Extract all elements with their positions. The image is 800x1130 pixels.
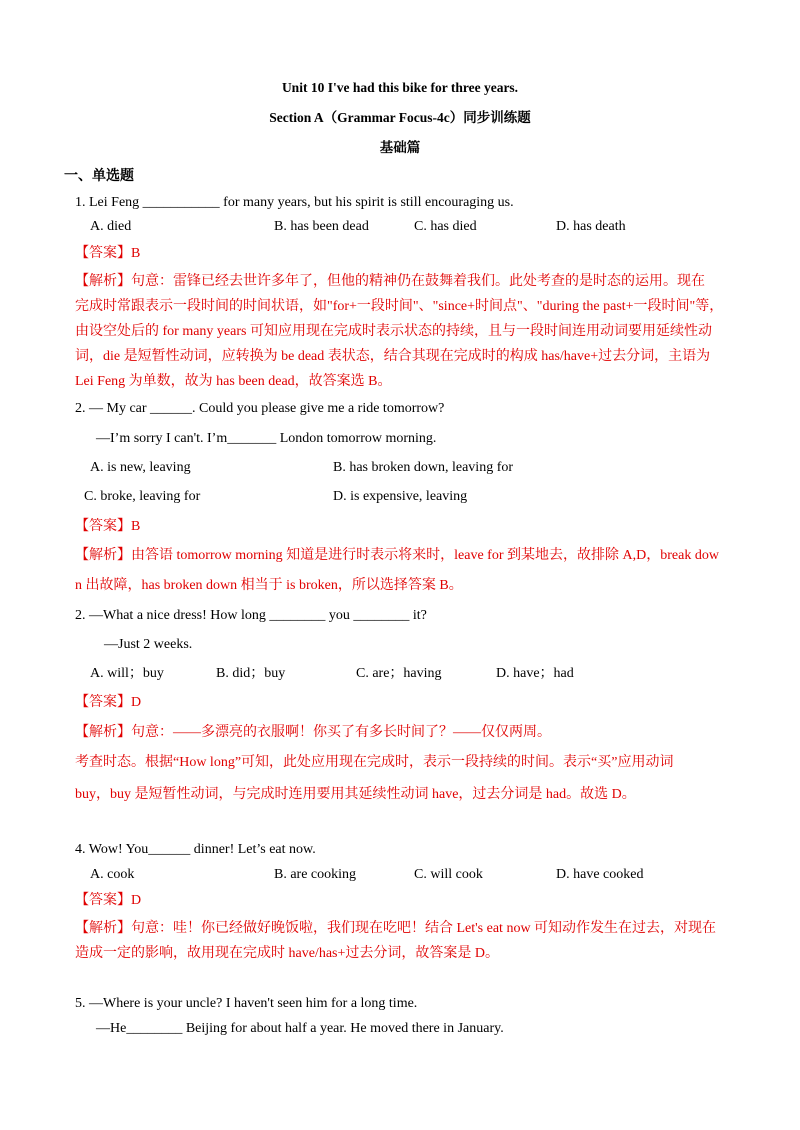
q1-option-d: D. has death (556, 219, 626, 234)
q4-analysis-line: 造成一定的影响，故用现在完成时 have/has+过去分词，故答案是 D。 (75, 946, 499, 961)
q4-line1: 4. Wow! You______ dinner! Let’s eat now. (75, 842, 316, 857)
q1-option-b: B. has been dead (274, 219, 369, 234)
q4-analysis-line: 【解析】句意：哇！你已经做好晚饭啦，我们现在吃吧！结合 Let's eat now 可知动作发生在过去，对现在 (75, 921, 717, 936)
q1-analysis-line: 完成时常跟表示一段时间的时间状语，如"for+一段时间"、"since+时间点"、"during the past+一段时间"等， (75, 299, 724, 314)
q2-line1: 2. — My car ______. Could you please give me a ride tomorrow? (75, 401, 445, 416)
q3-option-a: A. will；buy (90, 666, 164, 681)
q3-analysis-line: 【解析】句意：——多漂亮的衣服啊！你买了有多长时间了？——仅仅两周。 (75, 725, 551, 740)
q2-answer: 【答案】B (75, 519, 141, 534)
q5-line2: —He________ Beijing for about half a year. He moved there in January. (96, 1021, 504, 1036)
q1-answer: 【答案】B (75, 246, 141, 261)
section-heading: 一、单选题 (64, 169, 134, 184)
q4-option-a: A. cook (90, 867, 135, 882)
q2-option-a: A. is new, leaving (90, 460, 191, 475)
q3-option-b: B. did；buy (216, 666, 286, 681)
q1-analysis-line: 【解析】句意：雷锋已经去世许多年了，但他的精神仍在鼓舞着我们。此处考查的是时态的运用。现在 (75, 274, 705, 289)
q1-analysis-line: 由设空处后的 for many years 可知应用现在完成时表示状态的持续，且与一段时间连用动词要用延续性动 (75, 324, 712, 339)
q4-option-d: D. have cooked (556, 867, 644, 882)
q4-option-b: B. are cooking (274, 867, 357, 882)
q5-line1: 5. —Where is your uncle? I haven't seen him for a long time. (75, 996, 418, 1011)
page-title: Unit 10 I've had this bike for three years. (281, 80, 519, 95)
q3-line2: —Just 2 weeks. (104, 637, 193, 652)
q1-stem-pre: 1. Lei Feng (75, 195, 143, 210)
q2-option-b: B. has broken down, leaving for (333, 460, 514, 475)
q3-option-d: D. have；had (496, 666, 574, 681)
q2-analysis-line: n 出故障，has broken down 相当于 is broken，所以选择答案 B。 (75, 578, 463, 593)
q1-analysis-line: 词，die 是短暂性动词，应转换为 be dead 表状态，结合其现在完成时的构成 has/have+过去分词，主语为 (75, 349, 711, 364)
q3-answer: 【答案】D (75, 695, 142, 710)
q2-option-d: D. is expensive, leaving (333, 489, 468, 504)
page-subtitle: Section A（Grammar Focus-4c）同步训练题 (269, 110, 531, 125)
q3-option-c: C. are；having (356, 666, 442, 681)
q4-option-c: C. will cook (414, 867, 483, 882)
q1-stem (75, 194, 514, 212)
level-label: 基础篇 (379, 140, 421, 155)
q2-analysis-line: 【解析】由答语 tomorrow morning 知道是进行时表示将来时，leave for 到某地去，故排除 A,D，break dow (75, 548, 719, 563)
q1-analysis-line: Lei Feng 为单数，故为 has been dead，故答案选 B。 (75, 374, 392, 389)
q1-option-a: A. died (90, 219, 132, 234)
q1-blank: ___________ (142, 195, 220, 210)
q4-answer: 【答案】D (75, 893, 142, 908)
q2-line2: —I’m sorry I can't. I’m_______ London tomorrow morning. (96, 431, 437, 446)
q3-analysis-line: 考查时态。根据“How long”可知，此处应用现在完成时，表示一段持续的时间。表示“买”应用动词 (75, 755, 674, 770)
q1-option-c: C. has died (414, 219, 477, 234)
q2-option-c: C. broke, leaving for (84, 489, 201, 504)
q1-stem-post: for many years, but his spirit is still encouraging us. (219, 195, 514, 210)
q3-line1: 2. —What a nice dress! How long ________ you ________ it? (75, 608, 427, 623)
q3-analysis-line: buy，buy 是短暂性动词，与完成时连用要用其延续性动词 have，过去分词是 had。故选 D。 (75, 787, 636, 802)
